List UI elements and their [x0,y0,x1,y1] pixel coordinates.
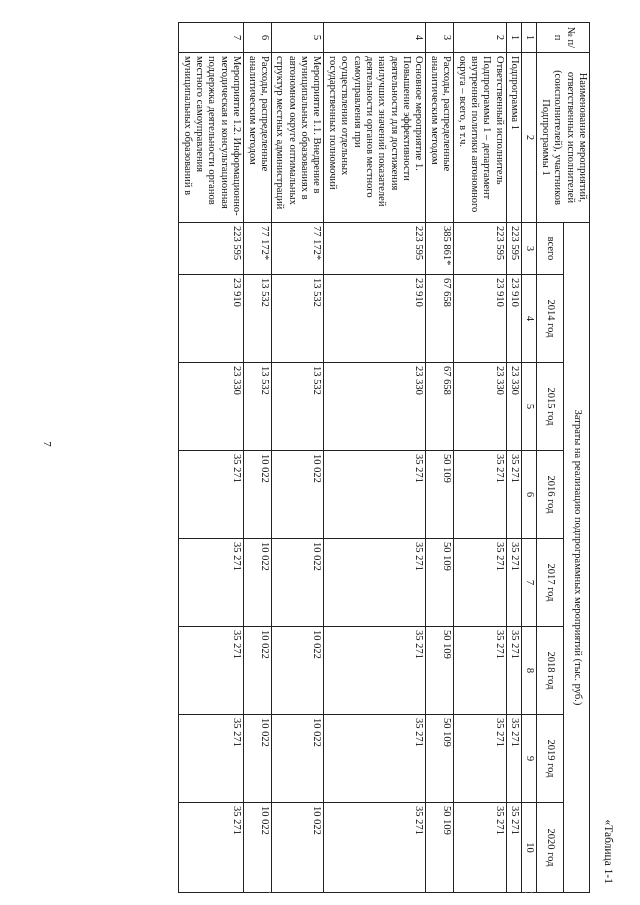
row-value: 23 330 [324,363,426,451]
row-value: 10 022 [244,803,272,893]
row-name: Мероприятие 1.1. Внедрение в муниципальных образованиях в автономном округе оптимальных структур местных администраций [272,53,325,223]
header-costs: Затраты на реализацию подпрограммных мероприятий (тыс. руб.) [563,223,589,893]
row-value: 23 910 [506,275,521,363]
row-value: 35 271 [454,715,507,803]
row-value: 23 910 [454,275,507,363]
row-value: 50 109 [426,451,454,539]
row-value: 35 271 [506,715,521,803]
row-value: 35 271 [506,539,521,627]
row-value: 23 910 [179,275,244,363]
table-row [272,23,325,893]
row-number: 4 [324,23,426,53]
row-value: 13 532 [244,363,272,451]
row-value: 13 532 [272,275,325,363]
row-value: 35 271 [506,451,521,539]
header-year: 2015 год [537,363,563,451]
table-caption: «Таблица 1-1 [602,819,614,884]
col-number: 3 [522,223,537,275]
row-total: 223 595 [324,223,426,275]
header-num: № п/п [537,23,590,53]
rotated-table-area [120,22,614,892]
row-value: 50 109 [426,715,454,803]
row-value: 35 271 [506,803,521,893]
row-number: 1 [506,23,521,53]
row-value: 23 910 [324,275,426,363]
row-value: 10 022 [272,803,325,893]
row-value: 67 658 [426,275,454,363]
header-name: Наименование мероприятий, ответственных исполнителей (соисполнителей), участников Подпрограммы 1 [537,53,590,223]
row-value: 35 271 [324,715,426,803]
row-value: 10 022 [244,715,272,803]
row-value: 13 532 [244,275,272,363]
header-year: 2020 год [537,803,563,893]
table-row [426,23,454,893]
table-row [244,23,272,893]
col-number: 6 [522,451,537,539]
row-value: 35 271 [324,451,426,539]
row-value: 10 022 [244,539,272,627]
row-value: 10 022 [272,627,325,715]
row-value: 23 330 [506,363,521,451]
row-value: 50 109 [426,803,454,893]
row-total: 385 861* [426,223,454,275]
row-value: 35 271 [324,627,426,715]
row-value: 35 271 [179,803,244,893]
row-value: 35 271 [324,539,426,627]
row-number: 6 [244,23,272,53]
row-value: 50 109 [426,539,454,627]
row-total: 223 595 [179,223,244,275]
table-row [454,23,507,893]
header-total: всего [537,223,563,275]
row-value: 35 271 [179,627,244,715]
row-value: 13 532 [272,363,325,451]
row-value: 35 271 [179,451,244,539]
col-number: 9 [522,715,537,803]
table-body [179,23,522,893]
col-number: 8 [522,627,537,715]
row-value: 10 022 [272,715,325,803]
row-value: 23 330 [179,363,244,451]
row-total: 77 172* [244,223,272,275]
col-number: 10 [522,803,537,893]
row-value: 23 330 [454,363,507,451]
row-value: 67 658 [426,363,454,451]
table-row [506,23,521,893]
row-total: 223 595 [454,223,507,275]
row-value: 35 271 [324,803,426,893]
scan-mark: · · [524,888,534,899]
header-year: 2019 год [537,715,563,803]
header-year: 2014 год [537,275,563,363]
col-number: 5 [522,363,537,451]
row-name: Расходы, распределенные аналитическим методом [426,53,454,223]
row-total: 223 595 [506,223,521,275]
row-number: 7 [179,23,244,53]
row-number: 3 [426,23,454,53]
page-number: 7 [40,441,53,447]
table-row [324,23,426,893]
col-number: 1 [522,23,537,53]
row-name: Расходы, распределенные аналитическим методом [244,53,272,223]
row-total: 77 172* [272,223,325,275]
table-row [179,23,244,893]
row-value: 10 022 [244,627,272,715]
row-value: 10 022 [272,539,325,627]
row-value: 35 271 [179,715,244,803]
row-number: 2 [454,23,507,53]
row-name: Мероприятие 1.2. Информационно-методическая и консультационная поддержка деятельности органов местного самоуправления муниципальных образований в [179,53,244,223]
col-number: 2 [522,53,537,223]
row-value: 35 271 [506,627,521,715]
row-value: 35 271 [454,451,507,539]
header-year: 2018 год [537,627,563,715]
row-name: Ответственный исполнитель Подпрограммы 1 – департамент внутренней политики автономного округа – всего, в т.ч. [454,53,507,223]
col-number: 7 [522,539,537,627]
row-name: Подпрограмма 1 [506,53,521,223]
row-value: 10 022 [244,451,272,539]
row-name: Основное мероприятие 1. Повышение эффективности деятельности для достижения наилучших значений показателей деятельности органов местного самоуправления при осуществлении отдельных государственных полномочий [324,53,426,223]
row-value: 35 271 [179,539,244,627]
row-number: 5 [272,23,325,53]
row-value: 10 022 [272,451,325,539]
header-year: 2016 год [537,451,563,539]
row-value: 35 271 [454,627,507,715]
row-value: 35 271 [454,803,507,893]
row-value: 35 271 [454,539,507,627]
header-year: 2017 год [537,539,563,627]
costs-table [178,22,590,893]
scan-mark: · [268,888,272,899]
col-number: 4 [522,275,537,363]
row-value: 50 109 [426,627,454,715]
